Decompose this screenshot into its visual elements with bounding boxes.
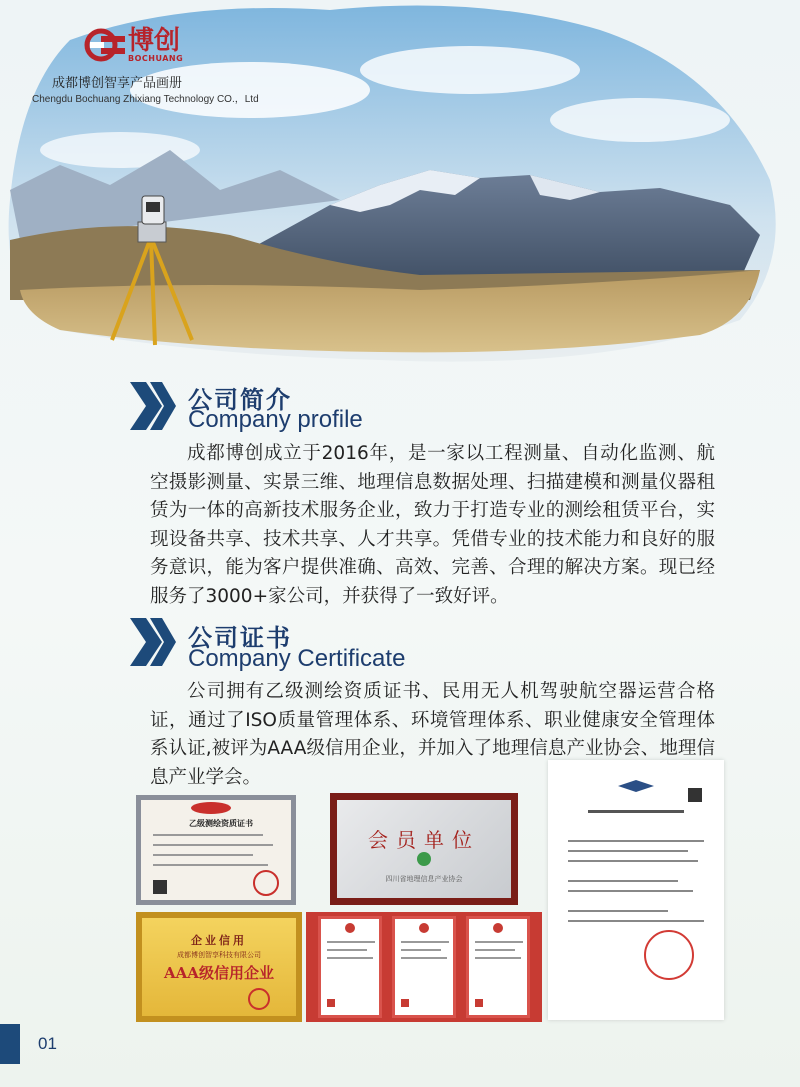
- member-plaque-image: [330, 793, 518, 905]
- double-chevron-icon: [128, 380, 178, 432]
- logo-chinese-text: 博创: [128, 25, 181, 56]
- qr-code-icon: [688, 788, 702, 802]
- trust-certificate-2: [392, 916, 456, 1018]
- national-emblem-icon: [191, 802, 231, 814]
- survey-certificate-title: 乙级测绘资质证书: [189, 819, 253, 828]
- profile-title-cn: 公司简介: [188, 386, 292, 414]
- association-logo-icon: [417, 852, 431, 866]
- credit-company-text: 成都博创智享科技有限公司: [177, 951, 261, 959]
- drone-certificate-image: [548, 760, 724, 1020]
- qr-code-icon: [153, 880, 167, 894]
- logo-english-text: BOCHUANG: [128, 53, 184, 63]
- company-logo: [84, 26, 183, 64]
- brochure-title: 成都博创智享产品画册: [52, 76, 183, 91]
- plaque-org-text: 四川省地理信息产业协会: [385, 875, 463, 883]
- plaque-member-text: 会员单位: [368, 828, 480, 852]
- page-number-bar: [0, 1024, 20, 1064]
- trust-certificate-3: [466, 916, 530, 1018]
- trust-certificates-image: [306, 912, 542, 1022]
- company-english-name: Chengdu Bochuang Zhixiang Technology CO.，Ltd: [32, 94, 259, 105]
- survey-certificate-image: [136, 795, 296, 905]
- red-seal-icon: [253, 870, 279, 896]
- aaa-credit-certificate-image: [136, 912, 302, 1022]
- double-chevron-icon: [128, 616, 178, 668]
- certificate-paragraph: 公司拥有乙级测绘资质证书、民用无人机驾驶航空器运营合格证，通过了ISO质量管理体系、环境管理体系、职业健康安全管理体系认证,被评为AAA级信用企业，并加入了地理信息产业协会、地理信息产业学会。: [150, 681, 715, 788]
- red-seal-icon: [644, 930, 694, 980]
- credit-top-text: 企业信用: [191, 934, 247, 947]
- bochuang-logo-icon: [84, 26, 126, 64]
- profile-paragraph: 成都博创成立于2016年，是一家以工程测量、自动化监测、航空摄影测量、实景三维、地理信息数据处理、扫描建模和测量仪器租赁为一体的高新技术服务企业，致力于打造专业的测绘租赁平台，实现设备共享、技术共享、人才共享。凭借专业的技术能力和良好的服务意识，能为客户提供准确、高效、完善、合理的解决方案。现已经服务了3000+家公司，并获得了一致好评。: [150, 443, 715, 607]
- aviation-wings-icon: [618, 780, 654, 792]
- profile-title-en: Company profile: [188, 406, 363, 433]
- credit-main-text: AAA级信用企业: [164, 964, 274, 982]
- page-number: 01: [38, 1034, 57, 1053]
- red-seal-icon: [248, 988, 270, 1010]
- certificate-title-en: Company Certificate: [188, 645, 406, 672]
- trust-certificate-1: [318, 916, 382, 1018]
- certificate-title-cn: 公司证书: [188, 624, 292, 652]
